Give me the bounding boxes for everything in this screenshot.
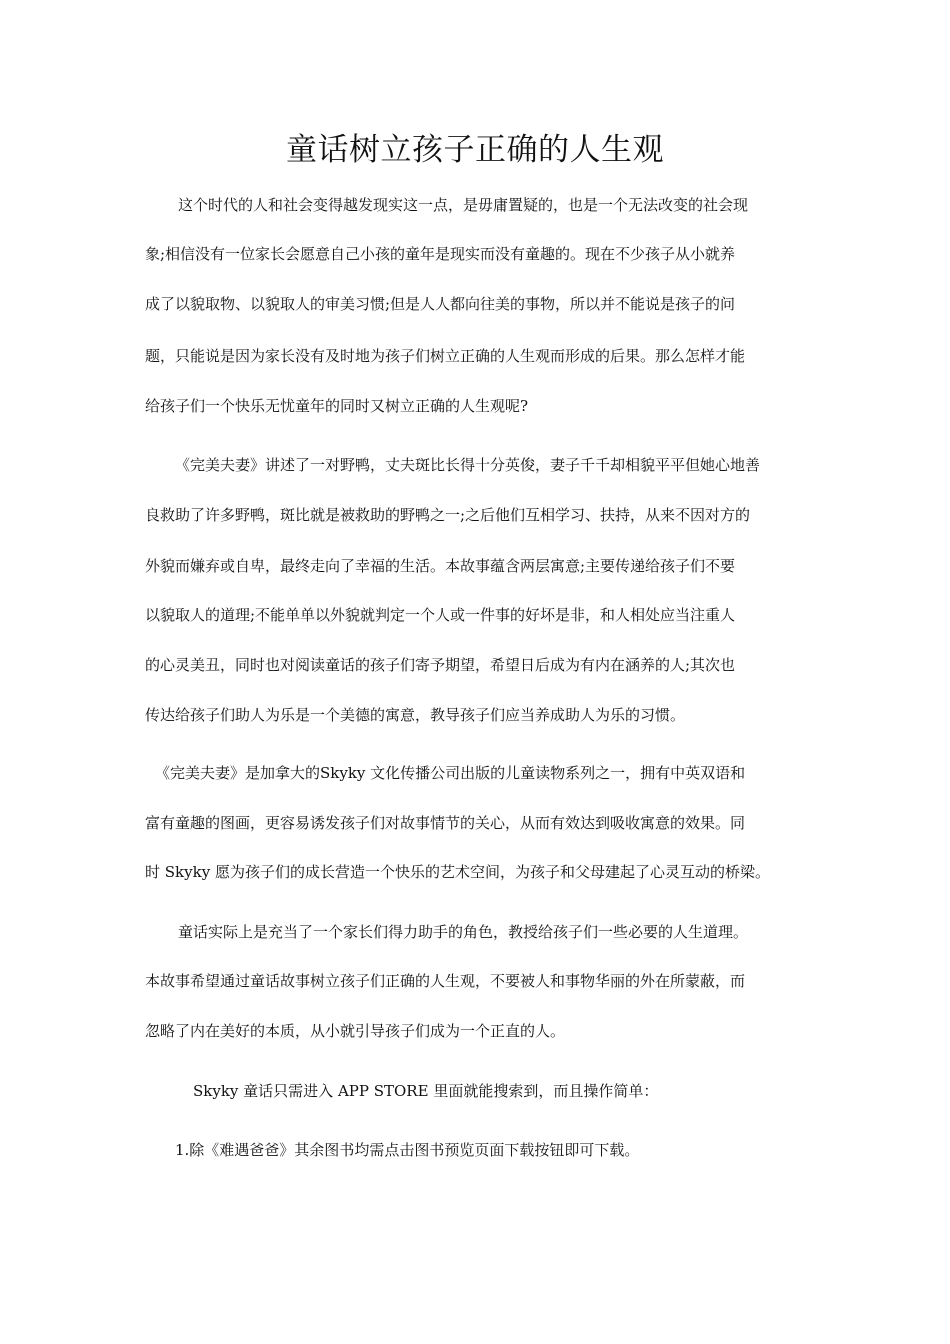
paragraph-line: 成了以貌取物、以貌取人的审美习惯;但是人人都向往美的事物，所以并不能说是孩子的问: [145, 295, 736, 313]
paragraph-line: 给孩子们一个快乐无忧童年的同时又树立正确的人生观呢?: [145, 397, 529, 415]
paragraph-line: 良救助了许多野鸭，斑比就是被救助的野鸭之一;之后他们互相学习、扶持，从来不因对方的: [145, 506, 751, 524]
paragraph-line: 富有童趣的图画，更容易诱发孩子们对故事情节的关心，从而有效达到吸收寓意的效果。同: [145, 814, 746, 832]
paragraph-line: 这个时代的人和社会变得越发现实这一点，是毋庸置疑的，也是一个无法改变的社会现: [178, 196, 749, 214]
paragraph-line: 本故事希望通过童话故事树立孩子们正确的人生观，不要被人和事物华丽的外在所蒙蔽，而: [145, 972, 746, 990]
paragraph-line: 外貌而嫌弃或自卑，最终走向了幸福的生活。本故事蕴含两层寓意;主要传递给孩子们不要: [145, 557, 736, 575]
paragraph-line: 《完美夫妻》是加拿大的Skyky 文化传播公司出版的儿童读物系列之一，拥有中英双语和: [155, 764, 746, 782]
paragraph-line: 传达给孩子们助人为乐是一个美德的寓意，教导孩子们应当养成助人为乐的习惯。: [145, 706, 686, 724]
paragraph-line: 题，只能说是因为家长没有及时地为孩子们树立正确的人生观而形成的后果。那么怎样才能: [145, 347, 746, 365]
paragraph-line: Skyky 童话只需进入 APP STORE 里面就能搜索到，而且操作简单：: [193, 1082, 659, 1100]
paragraph-line: 童话实际上是充当了一个家长们得力助手的角色，教授给孩子们一些必要的人生道理。: [178, 923, 749, 941]
paragraph-line: 的心灵美丑，同时也对阅读童话的孩子们寄予期望，希望日后成为有内在涵养的人;其次也: [145, 656, 736, 674]
paragraph-line: 《完美夫妻》讲述了一对野鸭，丈夫斑比长得十分英俊，妻子千千却相貌平平但她心地善: [175, 456, 761, 474]
paragraph-line: 时 Skyky 愿为孩子们的成长营造一个快乐的艺术空间，为孩子和父母建起了心灵互动的桥梁。: [145, 863, 770, 881]
page-title: 童话树立孩子正确的人生观: [286, 132, 664, 168]
paragraph-line: 象;相信没有一位家长会愿意自己小孩的童年是现实而没有童趣的。现在不少孩子从小就养: [145, 245, 736, 263]
list-item: 1.除《难遇爸爸》其余图书均需点击图书预览页面下载按钮即可下载。: [175, 1141, 640, 1159]
paragraph-line: 忽略了内在美好的本质，从小就引导孩子们成为一个正直的人。: [145, 1022, 566, 1040]
paragraph-line: 以貌取人的道理;不能单单以外貌就判定一个人或一件事的好坏是非，和人相处应当注重人: [145, 606, 736, 624]
